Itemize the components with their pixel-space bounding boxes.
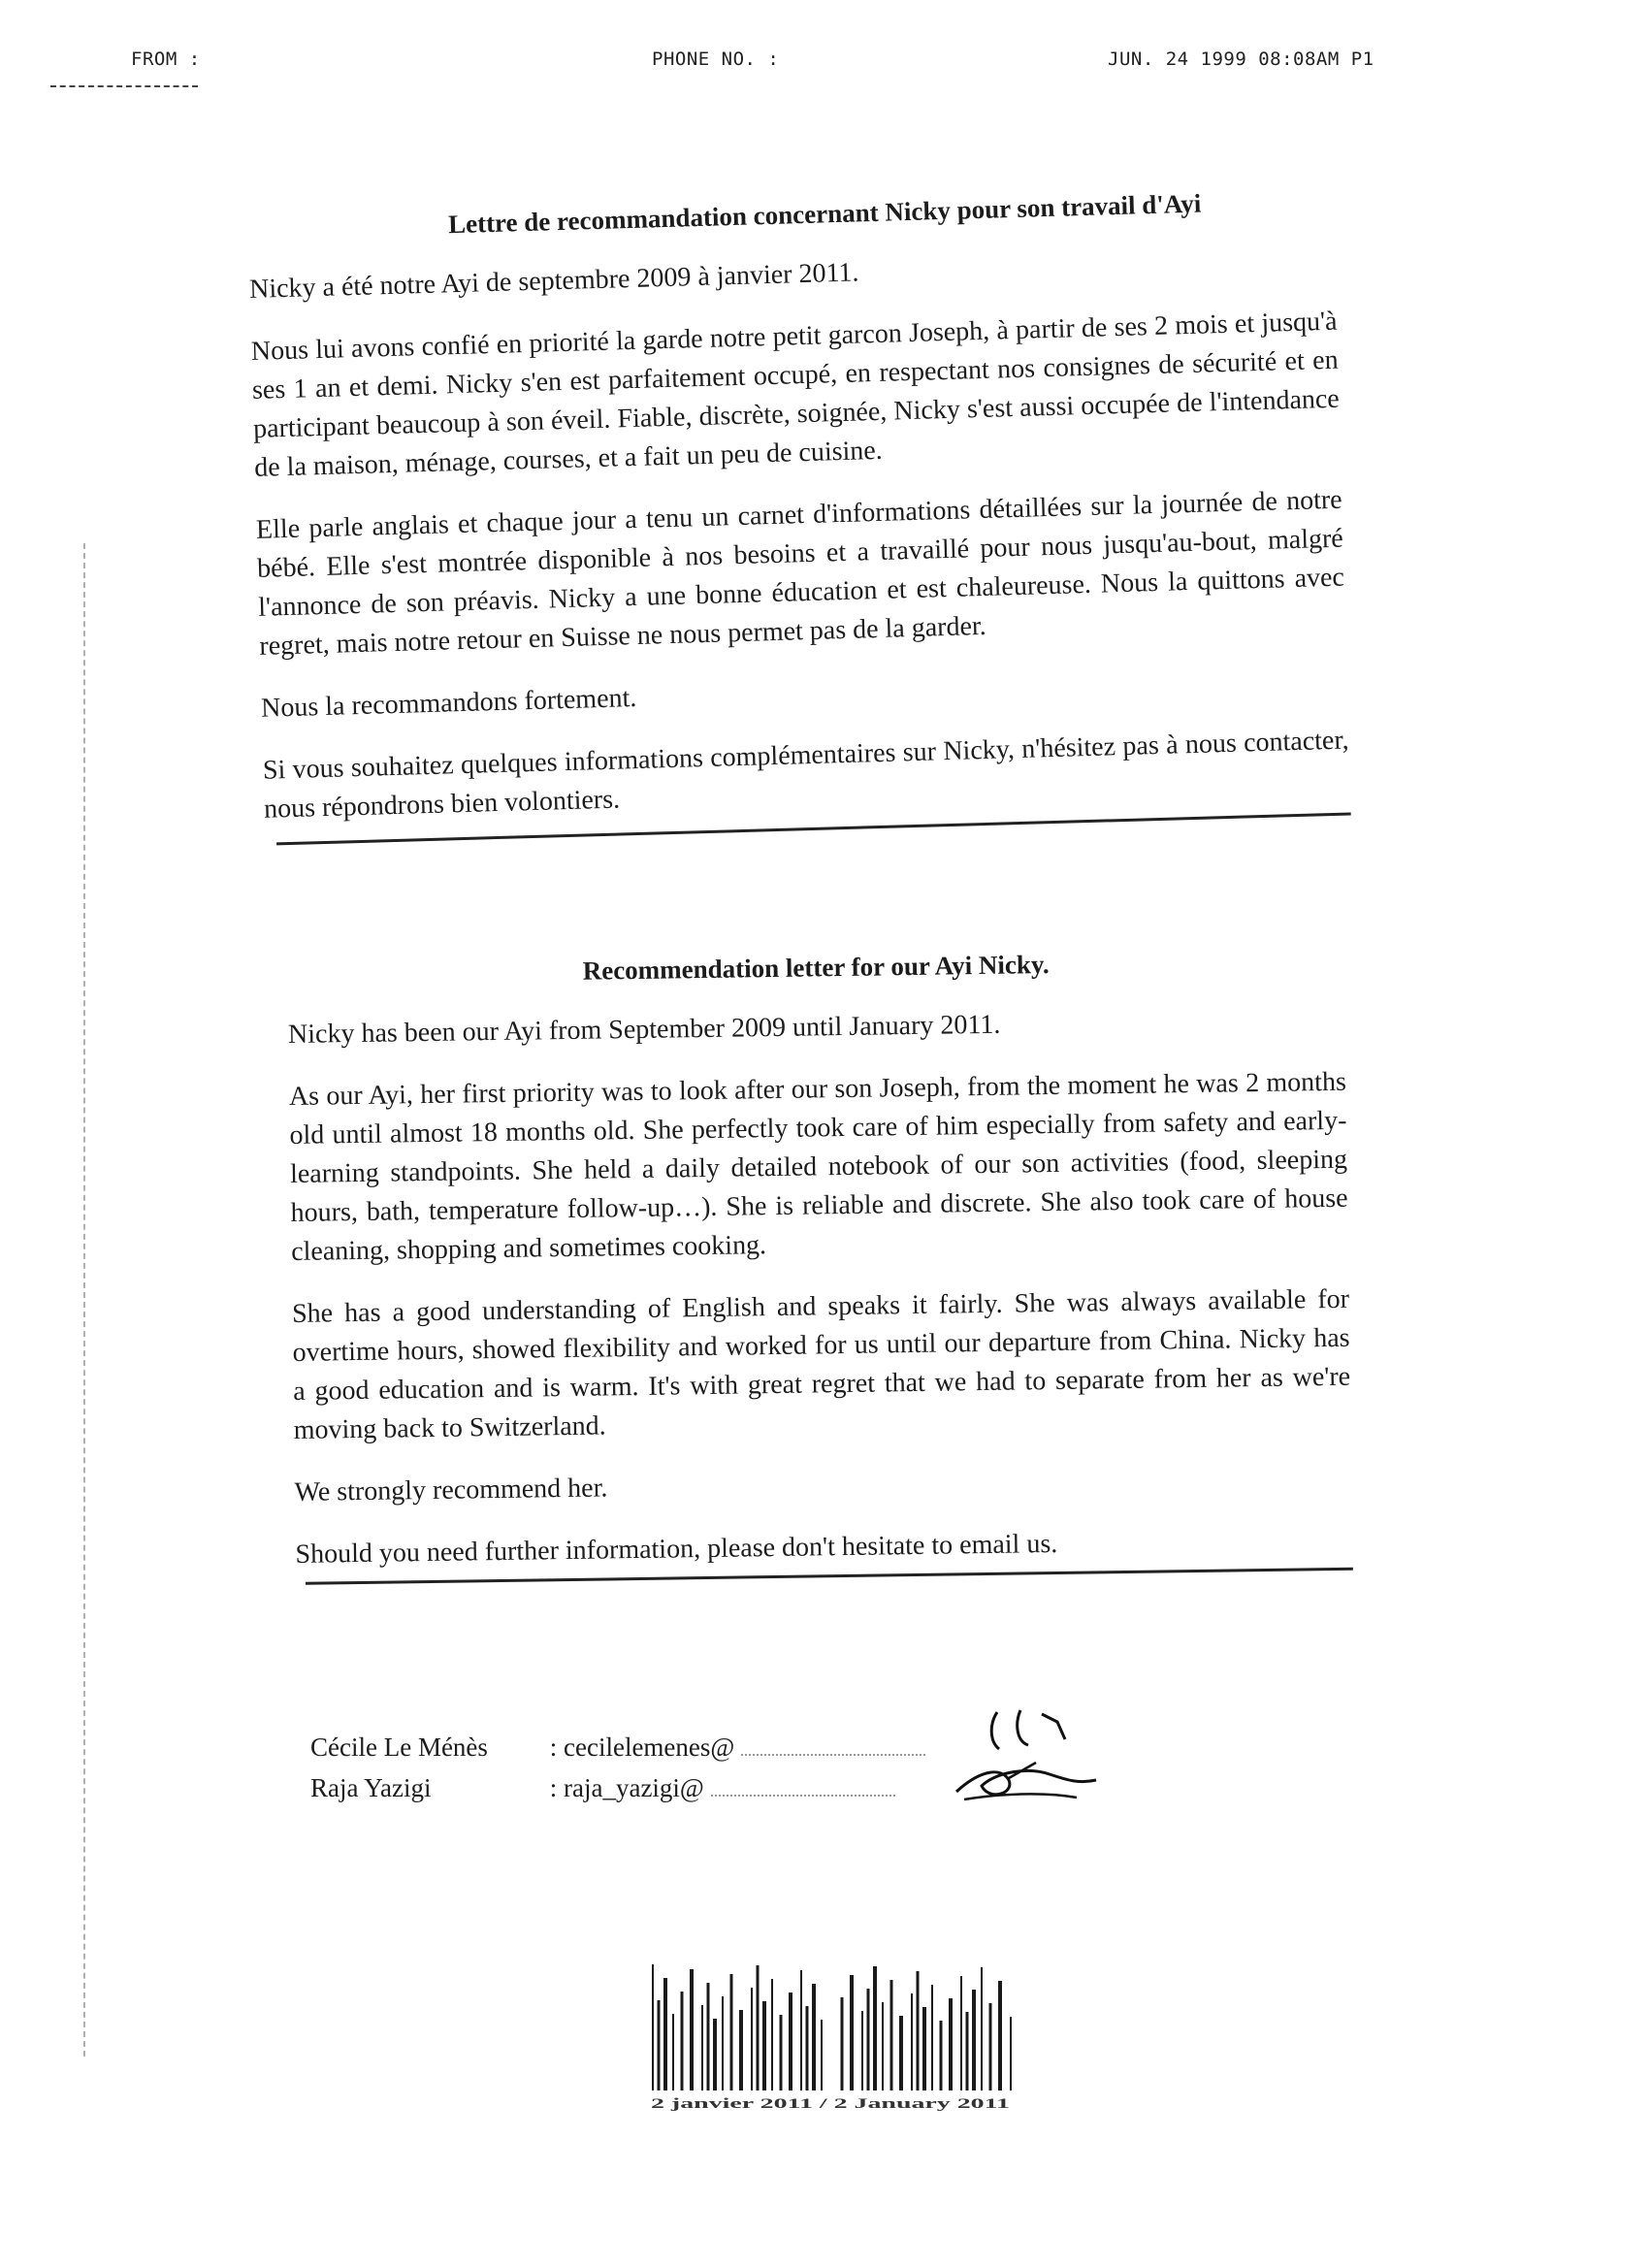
- french-paragraph: Nous lui avons confié en priorité la garde notre petit garcon Joseph, à partir de ses 2 mois et jusqu'à ses 1 an et demi. Nicky s'en est parfaitement occupé, en respectant nos consignes de sécurité et en participant beaucoup à son éveil. Fiable, discrète, soignée, Nicky s'est aussi occupée de l'intendance de la maison, ménage, courses, et a fait un peu de cuisine.: [250, 306, 1341, 483]
- french-letter: [247, 185, 1351, 846]
- fax-from-label: FROM :: [131, 49, 201, 70]
- french-title: Lettre de recommandation concernant Nicky pour son travail d'Ayi: [447, 188, 1202, 240]
- scan-edge-line: [83, 543, 85, 2057]
- fax-phone-label: PHONE NO. :: [652, 49, 780, 70]
- contact-email: : cecilelemenes@: [549, 1733, 735, 1762]
- english-paragraph: Nicky has been our Ayi from September 2009 until January 2011.: [287, 1009, 1001, 1050]
- contact-name: Raja Yazigi: [310, 1773, 432, 1802]
- fax-date-stamp: JUN. 24 1999 08:08AM P1: [1108, 49, 1374, 70]
- english-paragraph: We strongly recommend her.: [294, 1473, 608, 1507]
- stamp-caption: 2 janvier 2011 / 2 January 2011: [651, 2096, 1010, 2112]
- english-paragraph: Should you need further information, please don't hesitate to email us.: [295, 1528, 1058, 1570]
- english-title: Recommendation letter for our Ayi Nicky.: [582, 950, 1050, 986]
- contact-name: Cécile Le Ménès: [310, 1733, 488, 1762]
- fax-dash-mark: [50, 85, 198, 87]
- redacted-text: [741, 1744, 925, 1756]
- french-paragraph: Si vous souhaitez quelques informations complémentaires sur Nicky, n'hésitez pas à nous contacter, nous répondrons bien volontiers.: [262, 725, 1349, 825]
- french-paragraph: Elle parle anglais et chaque jour a tenu un carnet d'informations détaillées sur la journée de notre bébé. Elle s'est montrée disponible à nos besoins et a travaillé pour nous jusqu'au-bout, malgré l'annonce de son préavis. Nicky a une bonne éducation et est chaleureuse. Nous la quittons avec regret, mais notre retour en Suisse ne nous permet pas de la garder.: [255, 484, 1345, 662]
- contact-row: [310, 1727, 925, 1767]
- english-paragraph: As our Ayi, her first priority was to look after our son Joseph, from the moment he was 2 months old until almost 18 months old. She perfectly took care of him especially from safety and early-learning standpoints. She held a daily detailed notebook of our son activities (food, sleeping hours, bath, temperature follow-up…). She is reliable and discrete. She also took care of house cleaning, shopping and sometimes cooking.: [288, 1066, 1348, 1267]
- french-paragraph: Nous la recommandons fortement.: [260, 682, 637, 724]
- contact-row: [310, 1767, 925, 1808]
- french-paragraph: Nicky a été notre Ayi de septembre 2009 à janvier 2011.: [248, 257, 859, 305]
- english-paragraph: She has a good understanding of English and speaks it fairly. She was always available for overtime hours, showed flexibility and worked for us until our departure from China. Nicky has a good education and is warm. It's with great regret that we had to separate from her as we're moving back to Switzerland.: [291, 1283, 1351, 1445]
- contact-block: [310, 1727, 925, 1808]
- contact-email: : raja_yazigi@: [549, 1773, 704, 1802]
- redacted-text: [711, 1785, 895, 1797]
- date-stamp: [645, 1945, 1014, 2120]
- english-letter: [287, 946, 1353, 1585]
- handwritten-signature: [951, 1702, 1125, 1819]
